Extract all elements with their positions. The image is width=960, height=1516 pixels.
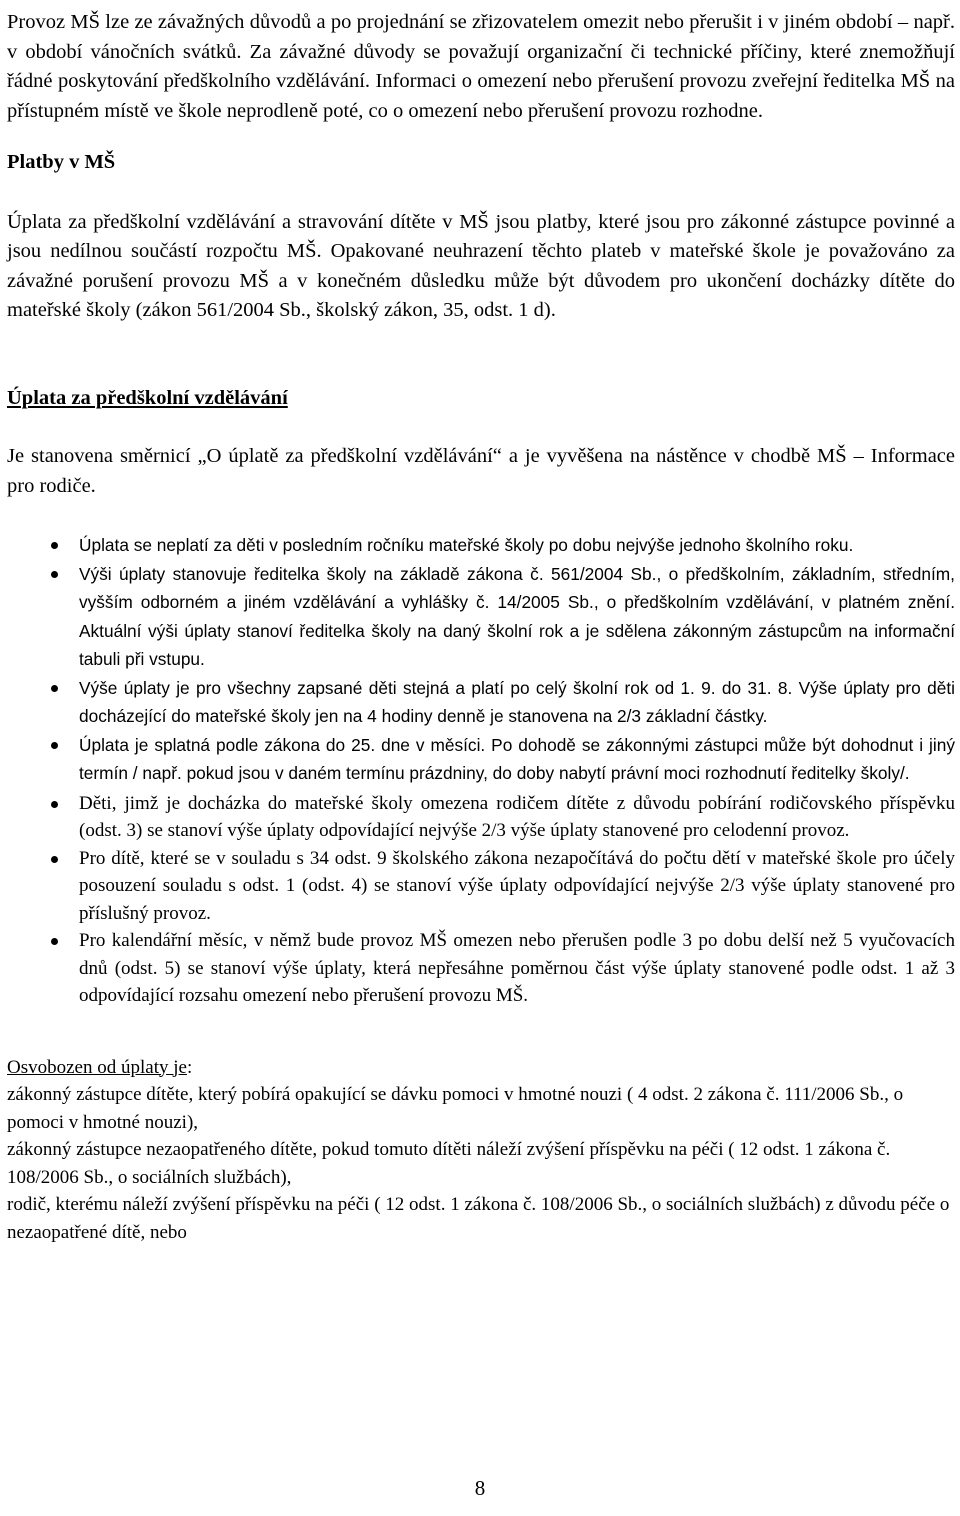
document-page (7, 8, 955, 1246)
bullet-icon (51, 856, 58, 863)
list-item: Pro dítě, které se v souladu s 34 odst. 9 školského zákona nezapočítává do počtu dětí v mateřské škole pro účely posouzení souladu s odst. 1 (odst. 4) se stanoví výše úplaty odpovídající nejvýše 2/3 výše úplaty stanovené pro příslušný provoz. (7, 845, 955, 928)
exemption-line: zákonný zástupce dítěte, který pobírá opakující se dávku pomoci v hmotné nouzi ( 4 odst. 2 zákona č. 111/2006 Sb., o pomoci v hmotné nouzi), (7, 1084, 904, 1133)
list-item: Děti, jimž je docházka do mateřské školy omezena rodičem dítěte z důvodu pobírání rodičovského příspěvku (odst. 3) se stanoví výše úplaty odpovídající nejvýše 2/3 výše úplaty stanovené pro celodenní provoz. (7, 790, 955, 845)
exemption-heading: Osvobozen od úplaty je: (7, 1056, 193, 1078)
fee-rules-list (7, 531, 955, 788)
bullet-icon (51, 938, 58, 945)
list-item: Úplata se neplatí za děti v posledním ročníku mateřské školy po dobu nejvýše jednoho školního roku. (7, 531, 955, 560)
platby-paragraph: Úplata za předškolní vzdělávání a stravování dítěte v MŠ jsou platby, které jsou pro zákonné zástupce povinné a jsou nedílnou součástí rozpočtu MŠ. Opakované neuhrazení těchto plateb v mateřské škole je považováno za závažné porušení provozu MŠ a v konečném důsledku může být důvodem pro ukončení docházky dítěte do mateřské školy (zákon 561/2004 Sb., školský zákon, 35, odst. 1 d). (7, 210, 955, 321)
exemption-line: rodič, kterému náleží zvýšení příspěvku na péči ( 12 odst. 1 zákona č. 108/2006 Sb., o sociálních službách) z důvodu péče o nezaopatřené dítě, nebo (7, 1194, 950, 1243)
heading-uplata: Úplata za předškolní vzdělávání (7, 386, 288, 409)
heading-platby: Platby v MŠ (7, 151, 116, 173)
list-item: Úplata je splatná podle zákona do 25. dne v měsíci. Po dohodě se zákonnými zástupci může být dohodnut i jiný termín / např. pokud jsou v daném termínu prázdniny, do doby nabytí právní moci rozhodnutí ředitelky školy/. (7, 731, 955, 788)
page-number: 8 (474, 1476, 486, 1500)
bullet-icon (51, 801, 58, 808)
exemption-line: zákonný zástupce nezaopatřeného dítěte, pokud tomuto dítěti náleží zvýšení příspěvku na péči ( 12 odst. 1 zákona č. 108/2006 Sb., o sociálních službách), (7, 1139, 891, 1188)
bullet-icon (51, 571, 58, 578)
uplata-paragraph: Je stanovena směrnicí „O úplatě za předškolní vzdělávání“ a je vyvěšena na nástěnce v chodbě MŠ – Informace pro rodiče. (7, 445, 955, 497)
list-item: Výše úplaty je pro všechny zapsané děti stejná a platí po celý školní rok od 1. 9. do 31. 8. Výše úplaty pro děti docházející do mateřské školy jen na 4 hodiny denně je stanovena na 2/3 základní částky. (7, 674, 955, 731)
list-item: Výši úplaty stanovuje ředitelka školy na základě zákona č. 561/2004 Sb., o předškolním, základním, středním, vyšším odborném a jiném vzdělávání a vyhlášky č. 14/2005 Sb., o předškolním vzdělávání, v platném znění. Aktuální výši úplaty stanoví ředitelka školy na daný školní rok a je sdělena zákonným zástupcům na informační tabuli při vstupu. (7, 560, 955, 674)
bullet-icon (51, 542, 58, 549)
list-item: Pro kalendářní měsíc, v němž bude provoz MŠ omezen nebo přerušen podle 3 po dobu delší než 5 vyučovacích dnů (odst. 5) se stanoví výše úplaty, která nepřesáhne poměrnou část výše úplaty stanovené podle odst. 1 až 3 odpovídající rozsahu omezení nebo přerušení provozu MŠ. (7, 927, 955, 1010)
fee-exceptions-list (7, 790, 955, 1010)
bullet-icon (51, 742, 58, 749)
bullet-icon (51, 685, 58, 692)
intro-paragraph: Provoz MŠ lze ze závažných důvodů a po projednání se zřizovatelem omezit nebo přerušit i v jiném období – např. v období vánočních svátků. Za závažné důvody se považují organizační či technické příčiny, které znemožňují řádné poskytování předškolního vzdělávání. Informaci o omezení nebo přerušení provozu zveřejní ředitelka MŠ na přístupném místě ve škole neprodleně poté, co o omezení nebo přerušení provozu rozhodne. (7, 11, 955, 122)
